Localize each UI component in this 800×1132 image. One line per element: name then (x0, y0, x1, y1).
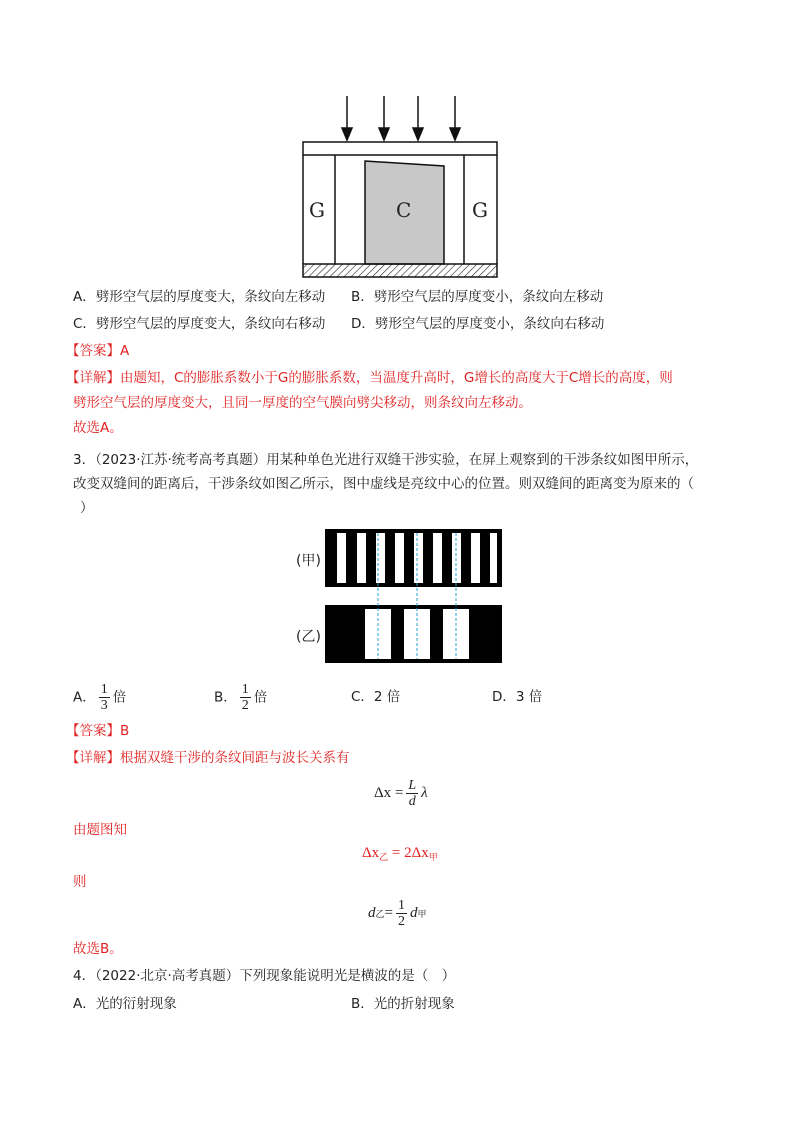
q2-detail-line1: 【详解】由题知，C的膨胀系数小于G的膨胀系数，当温度升高时，G增长的高度大于C增长的高度，则 (66, 370, 673, 386)
q2-answer: 【答案】A (66, 343, 130, 359)
q3-then: 则 (73, 874, 87, 890)
q3-conclusion: 故选B。 (73, 941, 123, 957)
q2-option-a: A．劈形空气层的厚度变大，条纹向左移动 (73, 289, 326, 305)
q3-stem-line2: 改变双缝间的距离后，干涉条纹如图乙所示，图中虚线是亮纹中心的位置。则双缝间的距离变为原来的（ (73, 476, 694, 492)
fringe-pattern-jia (325, 529, 502, 587)
q3-stem-line1: 3．（2023·江苏·统考高考真题）用某种单色光进行双缝干涉实验，在屏上观察到的干涉条纹如图甲所示， (73, 452, 699, 468)
formula-spacing-ratio: $\Delta x_乙 = 2\Delta x_甲$ (362, 845, 438, 862)
q2-detail-line2: 劈形空气层的厚度变大，且同一厚度的空气膜向劈尖移动，则条纹向左移动。 (73, 395, 532, 411)
q3-stem-line3: ） (80, 500, 94, 516)
formula-slit-distance: d 乙 = $\frac{1}{2}$ d 甲 (368, 898, 427, 929)
fringe-figure (325, 528, 503, 664)
q3-option-a: A． $\frac{1}{3}$ 倍 (73, 682, 127, 713)
base-plate (303, 264, 497, 277)
fringe-label-yi: (乙) (296, 629, 321, 645)
q3-detail: 【详解】根据双缝干涉的条纹间距与波长关系有 (66, 750, 350, 766)
q4-option-a: A．光的衍射现象 (73, 996, 177, 1012)
label-c: C (396, 198, 412, 222)
q2-option-d: D．劈形空气层的厚度变小，条纹向右移动 (351, 316, 605, 332)
q4-option-b: B．光的折射现象 (351, 996, 455, 1012)
q3-answer: 【答案】B (66, 723, 130, 739)
label-g-left: G (309, 198, 325, 222)
q2-option-b: B．劈形空气层的厚度变小，条纹向左移动 (351, 289, 604, 305)
q3-option-c: C．2 倍 (351, 689, 401, 705)
fringe-pattern-yi (325, 605, 502, 663)
formula-fringe-spacing: Δx = $\frac{L}{d}$ λ (374, 778, 428, 809)
label-g-right: G (472, 198, 488, 222)
top-glass-plate (303, 142, 497, 155)
incident-light-arrows (342, 96, 460, 140)
wedge-apparatus-figure (295, 92, 505, 284)
q3-option-d: D．3 倍 (492, 689, 543, 705)
q2-conclusion: 故选A。 (73, 420, 123, 436)
q2-option-c: C．劈形空气层的厚度变大，条纹向右移动 (73, 316, 326, 332)
q3-option-b-fraction: $\frac{1}{2}$ (241, 682, 249, 713)
q3-option-a-fraction: $\frac{1}{3}$ (100, 682, 108, 713)
q4-stem: 4．（2022·北京·高考真题）下列现象能说明光是横波的是（ ） (73, 968, 456, 984)
q3-option-b: B． $\frac{1}{2}$ 倍 (214, 682, 268, 713)
fringe-label-jia: (甲) (296, 553, 321, 569)
q3-from-figure: 由题图知 (73, 822, 127, 838)
